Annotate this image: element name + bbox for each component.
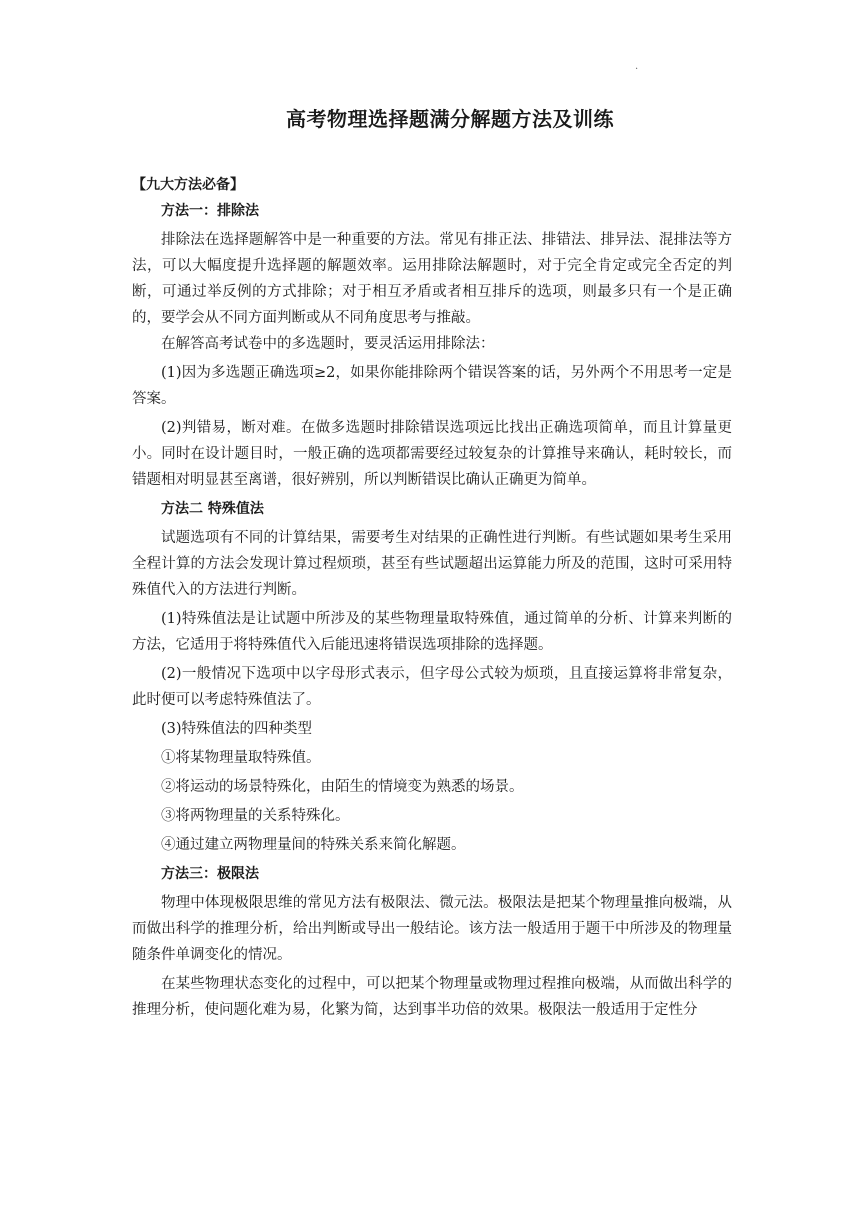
list-item: ③将两物理量的关系特殊化。 bbox=[161, 808, 350, 824]
paragraph: 排除法在选择题解答中是一种重要的方法。常见有排正法、排错法、排异法、混排法等方法，可以大幅度提升选择题的解题效率。运用排除法解题时，对于完全肯定或完全否定的判断，可通过举反例的方式排除；对于相互矛盾或者相互排斥的选项，则最多只有一个是正确的，要学会从不同方面判断或从不同角度思考与推敲。 bbox=[132, 232, 732, 326]
section-heading: 【九大方法必备】 bbox=[132, 177, 244, 193]
paragraph: (1)因为多选题正确选项≥2，如果你能排除两个错误答案的话，另外两个不用思考一定是答案。 bbox=[132, 365, 732, 407]
paragraph: (1)特殊值法是让试题中所涉及的某些物理量取特殊值，通过简单的分析、计算来判断的方法，它适用于将特殊值代入后能迅速将错误选项排除的选择题。 bbox=[132, 611, 732, 653]
paragraph: 试题选项有不同的计算结果，需要考生对结果的正确性进行判断。有些试题如果考生采用全程计算的方法会发现计算过程烦琐，甚至有些试题超出运算能力所及的范围，这时可采用特殊值代入的方法进行判断。 bbox=[132, 530, 732, 598]
corner-mark: . bbox=[635, 61, 639, 72]
method-heading-1: 方法一：排除法 bbox=[161, 203, 259, 219]
list-item: (3)特殊值法的四种类型 bbox=[161, 721, 313, 737]
list-item: ①将某物理量取特殊值。 bbox=[161, 750, 321, 766]
paragraph: (2)一般情况下选项中以字母形式表示，但字母公式较为烦琐，且直接运算将非常复杂，此时便可以考虑特殊值法了。 bbox=[132, 666, 732, 708]
method-heading-3: 方法三：极限法 bbox=[161, 866, 259, 882]
paragraph: (2)判错易，断对难。在做多选题时排除错误选项远比找出正确选项简单，而且计算量更小。同时在设计题目时，一般正确的选项都需要经过较复杂的计算推导来确认，耗时较长，而错题相对明显甚至离谱，很好辨别，所以判断错误比确认正确更为简单。 bbox=[132, 420, 732, 488]
method-heading-2: 方法二 特殊值法 bbox=[161, 501, 264, 517]
paragraph: 在解答高考试卷中的多选题时，要灵活运用排除法： bbox=[161, 336, 495, 352]
document-title: 高考物理选择题满分解题方法及训练 bbox=[286, 107, 614, 131]
paragraph: 在某些物理状态变化的过程中，可以把某个物理量或物理过程推向极端，从而做出科学的推理分析，使问题化难为易，化繁为简，达到事半功倍的效果。极限法一般适用于定性分 bbox=[132, 976, 732, 1018]
list-item: ②将运动的场景特殊化，由陌生的情境变为熟悉的场景。 bbox=[161, 779, 524, 795]
document-body bbox=[132, 172, 732, 1023]
list-item: ④通过建立两物理量间的特殊关系来简化解题。 bbox=[161, 837, 466, 853]
paragraph: 物理中体现极限思维的常见方法有极限法、微元法。极限法是把某个物理量推向极端，从而做出科学的推理分析，给出判断或导出一般结论。该方法一般适用于题干中所涉及的物理量随条件单调变化的情况。 bbox=[132, 895, 732, 963]
